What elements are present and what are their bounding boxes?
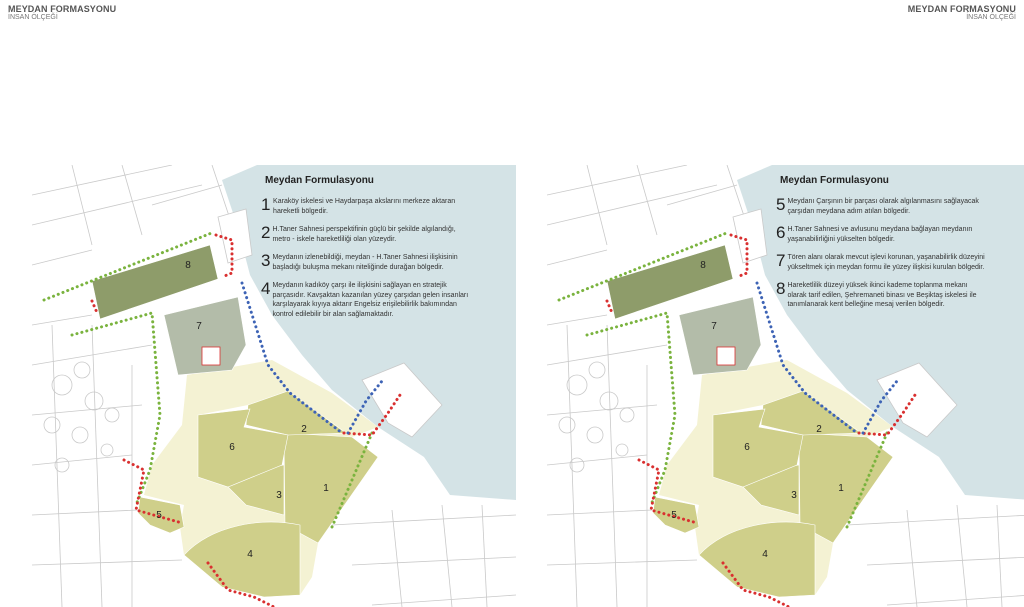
legend-number: 5 [776,195,786,214]
legend-item [261,281,473,319]
legend-title: Meydan Formulasyonu [780,175,889,186]
zone-label: 2 [301,424,307,435]
legend-item [261,225,473,244]
legend-text: Meydanı Çarşının bir parçası olarak algılanmasını sağlayacak çarşıdan meydana adım atılan bölgedir. [787,198,979,215]
zone-label: 4 [762,549,768,560]
page-subtitle-right: İNSAN ÖLÇEĞİ [966,14,1016,22]
zone-label: 6 [744,442,750,453]
legend-item [776,197,988,216]
legend-number: 6 [776,223,786,242]
page-title: MEYDAN FORMASYONU [8,4,117,14]
zone-label: 1 [838,483,844,494]
zone-label: 7 [196,321,202,332]
zone-label: 1 [323,483,329,494]
legend-text: Tören alanı olarak mevcut işlevi korunan, yaşanabilirlik düzeyini yükseltmek için meydan formu ile yüzey ilişkisi kurulan bölgedir. [787,254,985,271]
zone-label: 2 [816,424,822,435]
legend-title: Meydan Formulasyonu [265,175,374,186]
zone-label: 4 [247,549,253,560]
zone-label: 3 [791,490,797,501]
legend-text: H.Taner Sahnesi ve avlusunu meydana bağlayan meydanın yaşanabilirliğini yükselten bölgedir. [787,226,973,243]
zone-label: 5 [156,510,162,521]
zone-label: 5 [671,510,677,521]
legend-number: 4 [261,279,271,298]
legend-box [261,175,473,328]
zone-label: 8 [185,260,191,271]
page-title-right: MEYDAN FORMASYONU [907,4,1016,14]
monument-marker [717,347,735,365]
legend-text: Meydanın izlenebildiği, meydan - H.Taner Sahnesi ilişkisinin başladığı buluşma mekanı niteliğinde durağan bölgedir. [272,254,458,271]
map-panel-right [547,165,1024,607]
legend-number: 7 [776,251,786,270]
legend-item [261,197,473,216]
legend-number: 3 [261,251,271,270]
legend-item [776,253,988,272]
map-panel-left [32,165,516,607]
legend-text: Karaköy iskelesi ve Haydarpaşa akslarını merkeze aktaran hareketli bölgedir. [273,198,456,215]
legend-text: Meydanın kadıköy çarşı ile ilişkisini sağlayan en stratejik parçasıdır. Kavşaktan kazanılan yüzey çarşıdan gelen insanları karşılayarak kıyıya aktarır Engelsiz erişilebilirlik bakımından kontrol edilebilir bir alan sağlamaktadır. [272,282,469,318]
legend-box [776,175,988,319]
legend-number: 1 [261,195,271,214]
header-left [8,4,116,22]
zone-label: 7 [711,321,717,332]
legend-item [776,225,988,244]
legend-text: H.Taner Sahnesi perspektifinin güçlü bir şekilde algılandığı, metro - iskele hareketliliği olan yüzeydir. [272,226,456,243]
legend-text: Hareketlilik düzeyi yüksek ikinci kademe toplanma mekanı olarak tarif edilen, Şehremaneti binası ve Beşiktaş iskelesi ile tanımlanarak kent belleğine mesaj verilen bölgedir. [787,282,977,308]
legend-item [261,253,473,272]
page-subtitle: İNSAN ÖLÇEĞİ [8,14,58,22]
legend-item [776,281,988,310]
legend-number: 8 [776,279,786,298]
header-right [908,4,1016,22]
zone-label: 3 [276,490,282,501]
legend-number: 2 [261,223,271,242]
zone-label: 6 [229,442,235,453]
monument-marker [202,347,220,365]
zone-label: 8 [700,260,706,271]
